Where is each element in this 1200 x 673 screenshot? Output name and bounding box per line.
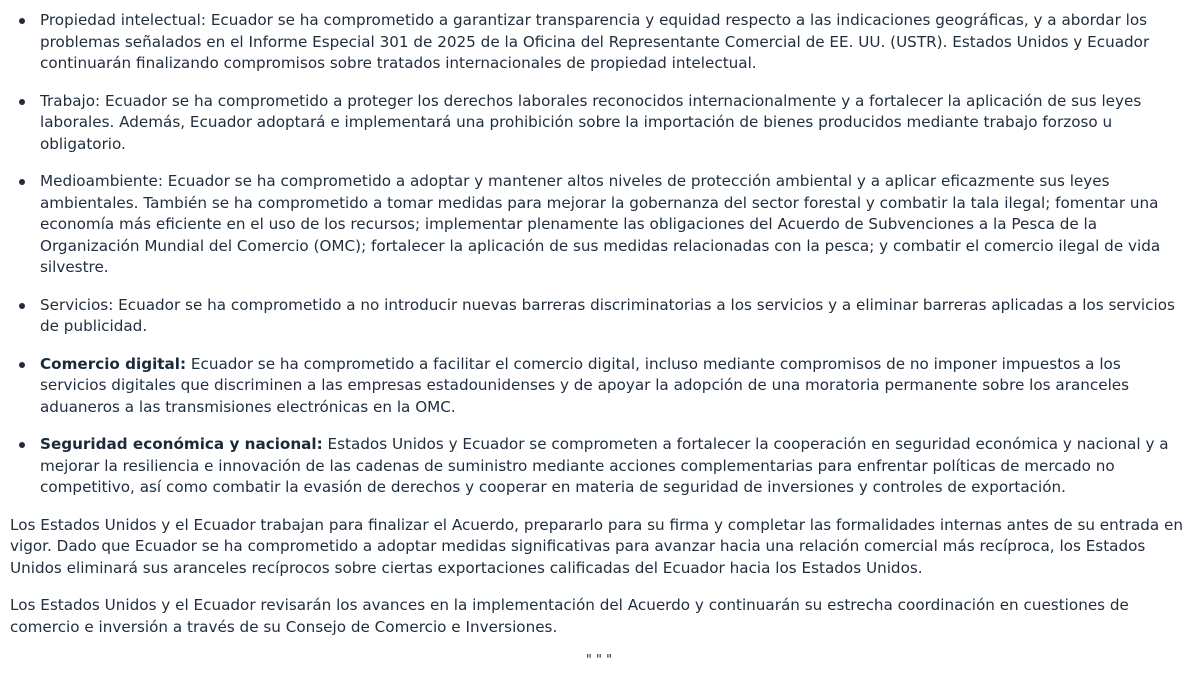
- list-item: [10, 10, 1188, 75]
- list-item: [10, 295, 1188, 338]
- paragraph: Los Estados Unidos y el Ecuador revisarán los avances en la implementación del Acuerdo y continuarán su estrecha coordinación en cuestiones de comercio e inversión a través de su Consejo de Comercio e Inversiones.: [10, 596, 1129, 636]
- bullet-text: Servicios: Ecuador se ha comprometido a no introducir nuevas barreras discriminatorias a los servicios y a eliminar barreras aplicadas a los servicios de publicidad.: [40, 295, 1175, 335]
- end-of-text-mark: " " ": [585, 653, 613, 668]
- bullet-icon: [19, 179, 25, 185]
- bullet-icon: [19, 99, 25, 105]
- bullet-icon: [19, 362, 25, 368]
- list-item: [10, 91, 1188, 156]
- bullet-text: Medioambiente: Ecuador se ha comprometido a adoptar y mantener altos niveles de protección ambiental y a aplicar eficazmente sus leyes ambientales. También se ha comprometido a tomar medidas para mejorar la gobernanza del sector forestal y combatir la tala ilegal; fomentar una economía más eficiente en el uso de los recursos; implementar plenamente las obligaciones del Acuerdo de Subvenciones a la Pesca de la Organización Mundial del Comercio (OMC); fortalecer la aplicación de sus medidas relacionadas con la pesca; y combatir el comercio ilegal de vida silvestre.: [40, 172, 1161, 276]
- bullet-text: Estados Unidos y Ecuador se comprometen a fortalecer la cooperación en seguridad económica y nacional y a mejorar la resiliencia e innovación de las cadenas de suministro mediante acciones complementarias para enfrentar políticas de mercado no competitivo, así como combatir la evasión de derechos y cooperar en materia de seguridad de inversiones y controles de exportación.: [40, 435, 1169, 496]
- bullet-text: Trabajo: Ecuador se ha comprometido a proteger los derechos laborales reconocidos internacionalmente y a fortalecer la aplicación de sus leyes laborales. Además, Ecuador adoptará e implementará una prohibición sobre la importación de bienes producidos mediante trabajo forzoso u obligatorio.: [40, 91, 1142, 153]
- list-item: [10, 171, 1188, 279]
- bullet-icon: [19, 303, 25, 309]
- commitments-list: [10, 10, 1188, 499]
- paragraph: Los Estados Unidos y el Ecuador trabajan para finalizar el Acuerdo, prepararlo para su firma y completar las formalidades internas antes de su entrada en vigor. Dado que Ecuador se ha comprometido a adoptar medidas significativas para avanzar hacia una relación comercial más recíproca, los Estados Unidos eliminará sus aranceles recíprocos sobre ciertas exportaciones calificadas del Ecuador hacia los Estados Unidos.: [10, 515, 1184, 577]
- bullet-title: Seguridad económica y nacional:: [40, 435, 323, 453]
- bullet-icon: [19, 442, 25, 448]
- bullet-text: Ecuador se ha comprometido a facilitar el comercio digital, incluso mediante compromisos de no imponer impuestos a los servicios digitales que discriminen a las empresas estadounidenses y de apoyar la adopción de una moratoria permanente sobre los aranceles aduaneros a las transmisiones electrónicas en la OMC.: [40, 354, 1130, 416]
- bullet-title: Comercio digital:: [40, 354, 187, 373]
- bullet-text: Propiedad intelectual: Ecuador se ha comprometido a garantizar transparencia y equidad respecto a las indicaciones geográficas, y a abordar los problemas señalados en el Informe Especial 301 de 2025 de la Oficina del Representante Comercial de EE. UU. (USTR). Estados Unidos y Ecuador continuarán finalizando compromisos sobre tratados internacionales de propiedad intelectual.: [40, 11, 1150, 72]
- list-item: [10, 354, 1188, 419]
- bullet-icon: [19, 18, 25, 24]
- list-item: [10, 434, 1188, 499]
